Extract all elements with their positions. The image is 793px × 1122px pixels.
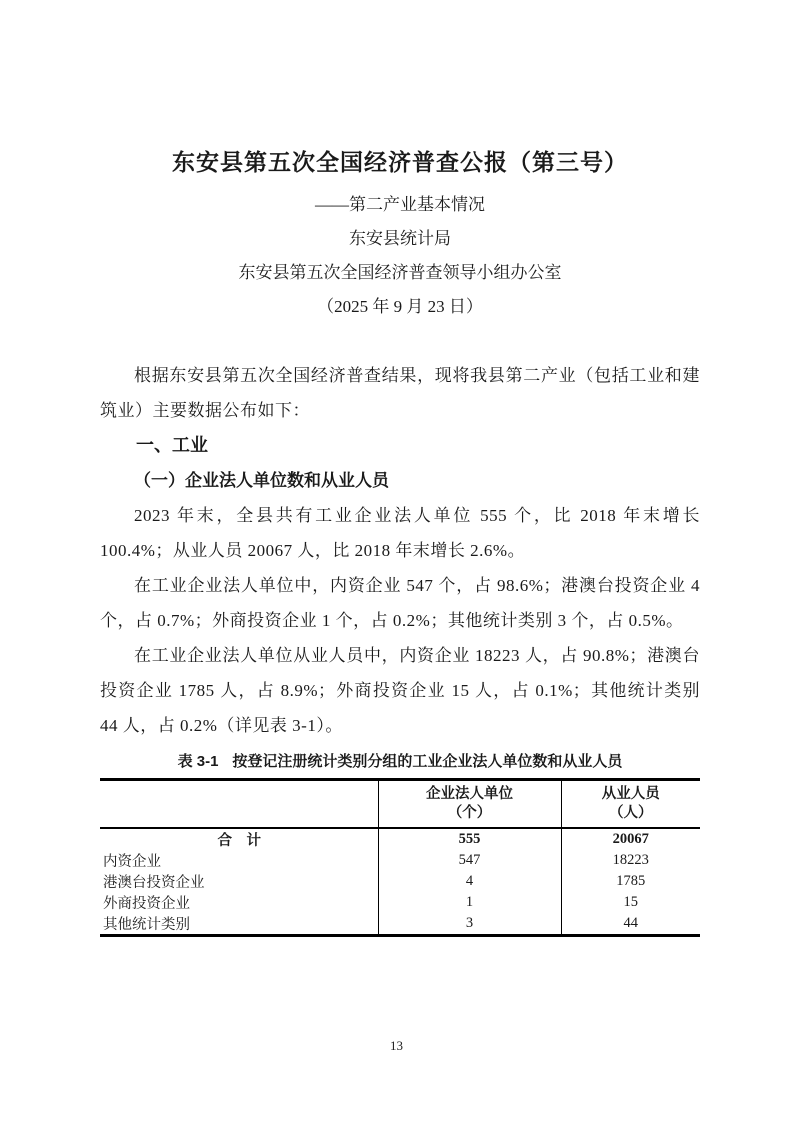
paragraph-totals: 2023 年末，全县共有工业企业法人单位 555 个，比 2018 年末增长 100.4%；从业人员 20067 人，比 2018 年末增长 2.6%。 <box>100 506 700 560</box>
table-row-hk-macao-taiwan <box>100 871 700 892</box>
paragraph-employees-by-type: 在工业企业法人单位从业人员中，内资企业 18223 人，占 90.8%；港澳台投资企业 1785 人，占 8.9%；外商投资企业 15 人，占 0.1%；其他统计类别 44 人，占 0.2%（详见表 3-1）。 <box>100 646 700 735</box>
row-label: 其他统计类别 <box>103 917 190 933</box>
table-header-persons-line2: （人） <box>609 805 653 821</box>
table-header-units <box>378 780 561 829</box>
document-subtitle: ——第二产业基本情况 <box>315 195 485 214</box>
table-row-total <box>100 828 700 850</box>
row-label: 外商投资企业 <box>103 896 190 912</box>
table-row-other <box>100 913 700 936</box>
page-number: 13 <box>390 1038 403 1053</box>
table-header-units-line1: 企业法人单位 <box>426 786 513 802</box>
table-header-persons-line1: 从业人员 <box>601 786 660 802</box>
row-persons-value: 44 <box>561 913 700 936</box>
subsection-heading-legal-entities: （一）企业法人单位数和从业人员 <box>134 471 389 490</box>
paragraph-intro: 根据东安县第五次全国经济普查结果，现将我县第二产业（包括工业和建筑业）主要数据公布如下： <box>100 366 700 420</box>
table-header-units-line2: （个） <box>447 805 492 821</box>
row-units-value: 555 <box>378 828 561 850</box>
row-persons-value: 20067 <box>561 828 700 850</box>
row-units-value: 3 <box>378 913 561 936</box>
row-units-value: 1 <box>378 892 561 913</box>
publication-date: （2025 年 9 月 23 日） <box>317 297 483 316</box>
table-row-domestic <box>100 850 700 871</box>
table-row-foreign <box>100 892 700 913</box>
paragraph-units-by-type: 在工业企业法人单位中，内资企业 547 个，占 98.6%；港澳台投资企业 4 个，占 0.7%；外商投资企业 1 个，占 0.2%；其他统计类别 3 个，占 0.5%。 <box>100 576 700 630</box>
document-title: 东安县第五次全国经济普查公报（第三号） <box>172 150 628 175</box>
issuing-org-census-office: 东安县第五次全国经济普查领导小组办公室 <box>238 263 562 282</box>
row-label: 合 计 <box>217 833 261 849</box>
row-persons-value: 1785 <box>561 871 700 892</box>
row-label: 内资企业 <box>103 854 161 870</box>
section-heading-industry: 一、工业 <box>136 435 208 455</box>
row-units-value: 4 <box>378 871 561 892</box>
table-caption <box>100 753 700 771</box>
row-persons-value: 18223 <box>561 850 700 871</box>
table-header-persons <box>561 780 700 829</box>
row-units-value: 547 <box>378 850 561 871</box>
table-caption-number: 表 3-1 <box>177 753 219 770</box>
stats-table <box>100 778 700 937</box>
issuing-org-statistics-bureau: 东安县统计局 <box>349 229 451 248</box>
row-label: 港澳台投资企业 <box>103 875 205 891</box>
row-persons-value: 15 <box>561 892 700 913</box>
table-header-empty <box>100 780 378 829</box>
table-header-row <box>100 780 700 829</box>
table-caption-title: 按登记注册统计类别分组的工业企业法人单位数和从业人员 <box>232 753 623 770</box>
document-header-block <box>100 188 700 324</box>
